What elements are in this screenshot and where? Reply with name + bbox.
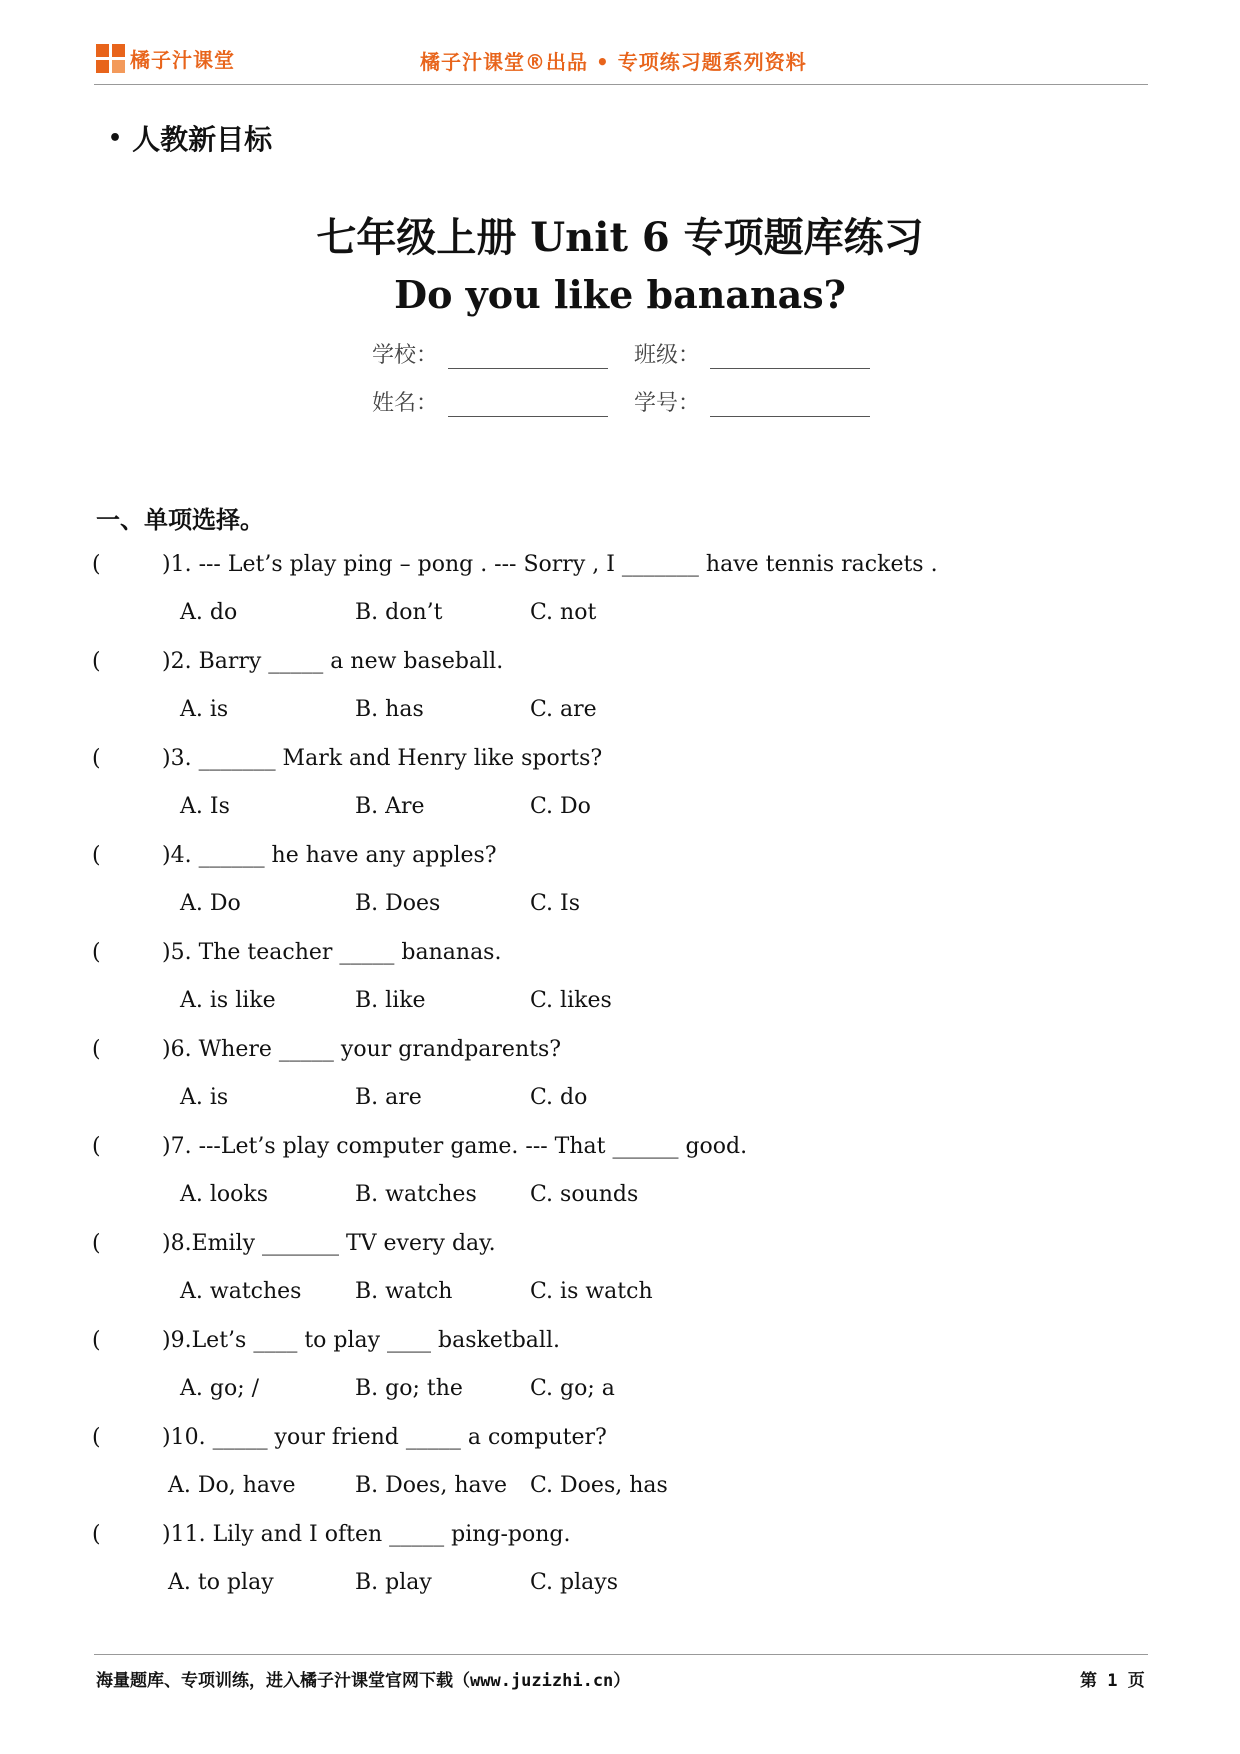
- option-c: C. do: [530, 1085, 588, 1110]
- question-3: ( )3. _______ Mark and Henry like sports?: [92, 746, 603, 771]
- header-divider: [94, 84, 1148, 85]
- option-b: B. play: [355, 1570, 432, 1595]
- option-a: A. to play: [168, 1570, 274, 1595]
- question-6: ( )6. Where _____ your grandparents?: [92, 1037, 562, 1062]
- option-b: B. watch: [355, 1279, 453, 1304]
- option-b: B. has: [355, 697, 424, 722]
- option-b: B. go; the: [355, 1376, 463, 1401]
- question-1: ( )1. --- Let’s play ping – pong . --- Sorry , I _______ have tennis rackets .: [92, 552, 938, 577]
- option-c: C. are: [530, 697, 597, 722]
- brand-logo-icon: [96, 44, 126, 74]
- footer-divider: [94, 1654, 1148, 1655]
- option-b: B. Are: [355, 794, 425, 819]
- option-a: A. looks: [180, 1182, 269, 1207]
- option-a: A. Do: [180, 891, 241, 916]
- option-a: A. Is: [180, 794, 230, 819]
- question-8: ( )8.Emily _______ TV every day.: [92, 1231, 496, 1256]
- option-a: A. is: [180, 1085, 229, 1110]
- question-11: ( )11. Lily and I often _____ ping-pong.: [92, 1522, 571, 1547]
- footer-note: 海量题库、专项训练，进入橘子汁课堂官网下载（www.juzizhi.cn）: [96, 1671, 631, 1691]
- option-c: C. Do: [530, 794, 591, 819]
- option-a: A. is: [180, 697, 229, 722]
- school-blank[interactable]: [448, 344, 608, 369]
- question-4: ( )4. ______ he have any apples?: [92, 843, 497, 868]
- option-c: C. is watch: [530, 1279, 653, 1304]
- series-label: • 人教新目标: [108, 123, 273, 156]
- page-number: 第 1 页: [1080, 1671, 1145, 1691]
- page-title: 七年级上册 Unit 6 专项题库练习: [316, 214, 924, 261]
- option-a: A. go; /: [180, 1376, 260, 1401]
- question-5: ( )5. The teacher _____ bananas.: [92, 940, 502, 965]
- question-10: ( )10. _____ your friend _____ a computer?: [92, 1425, 607, 1450]
- option-c: C. go; a: [530, 1376, 615, 1401]
- option-b: B. Does, have: [355, 1473, 508, 1498]
- option-b: B. are: [355, 1085, 422, 1110]
- option-c: C. Does, has: [530, 1473, 668, 1498]
- question-9: ( )9.Let’s ____ to play ____ basketball.: [92, 1328, 560, 1353]
- option-c: C. plays: [530, 1570, 618, 1595]
- option-a: A. watches: [180, 1279, 302, 1304]
- question-7: ( )7. ---Let’s play computer game. --- That ______ good.: [92, 1134, 748, 1159]
- option-a: A. do: [180, 600, 238, 625]
- option-b: B. don’t: [355, 600, 443, 625]
- option-b: B. Does: [355, 891, 441, 916]
- name-blank[interactable]: [448, 392, 608, 417]
- option-c: C. sounds: [530, 1182, 639, 1207]
- option-c: C. likes: [530, 988, 612, 1013]
- option-b: B. watches: [355, 1182, 477, 1207]
- question-2: ( )2. Barry _____ a new baseball.: [92, 649, 504, 674]
- option-b: B. like: [355, 988, 426, 1013]
- class-blank[interactable]: [710, 344, 870, 369]
- option-c: C. not: [530, 600, 597, 625]
- option-a: A. is like: [180, 988, 276, 1013]
- class-field: 班级：: [634, 338, 870, 369]
- number-blank[interactable]: [710, 392, 870, 417]
- header-title: 橘子汁课堂®出品 • 专项练习题系列资料: [420, 50, 807, 74]
- brand-name: 橘子汁课堂: [130, 48, 235, 72]
- name-field: 姓名：: [372, 386, 608, 417]
- school-field: 学校：: [372, 338, 608, 369]
- option-a: A. Do, have: [168, 1473, 296, 1498]
- page-subtitle: Do you like bananas?: [394, 272, 846, 317]
- bullet-icon: •: [108, 126, 123, 151]
- number-field: 学号：: [634, 386, 870, 417]
- option-c: C. Is: [530, 891, 581, 916]
- section-heading: 一、单项选择。: [96, 505, 264, 534]
